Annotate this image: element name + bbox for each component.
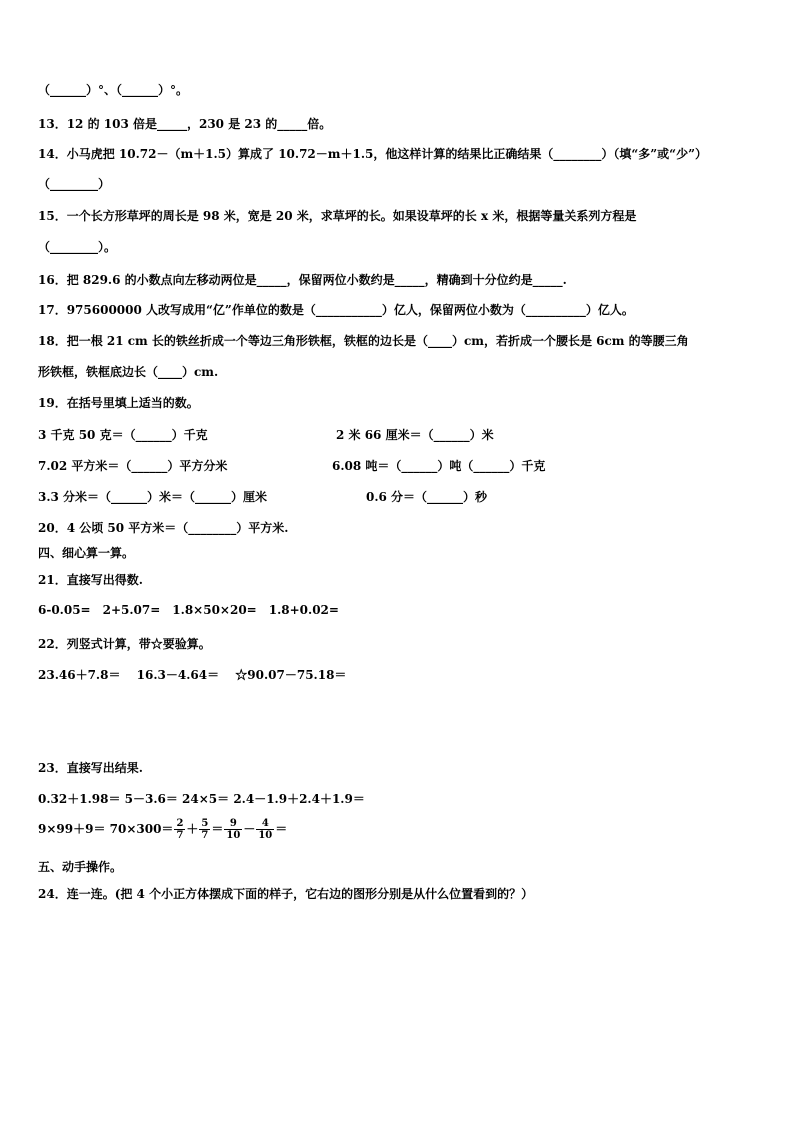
question-18-line2: 形铁框，铁框底边长（____）cm. [38,365,219,379]
question-17: 17．975600000 人改写成用“亿”作单位的数是（___________）亿人，保留两位小数为（__________）亿人。 [38,303,634,317]
equals-sign: ＝ [211,822,224,836]
question-19: 19．在括号里填上适当的数。 [38,396,199,410]
question-18-line1: 18．把一根 21 cm 长的铁丝折成一个等边三角形铁框，铁框的边长是（____）cm，若折成一个腰长是 6cm 的等腰三角 [38,334,689,348]
question-16: 16．把 829.6 的小数点向左移动两位是_____，保留两位小数约是_____，精确到十分位约是_____. [38,273,567,287]
fraction-9-10: $\frac{9}{10}$ [226,818,241,841]
q21-expressions: 6-0.05= 2+5.07= 1.8×50×20= 1.8+0.02= [38,603,339,617]
q19-row2-right: 6.08 吨＝（______）吨（______）千克 [332,459,546,473]
question-14-line2: （________） [38,177,111,191]
question-14-line1: 14．小马虎把 10.72－（m＋1.5）算成了 10.72－m＋1.5，他这样计算的结果比正确结果（________）（填“多”或“少”） [38,147,707,161]
fraction-2-7: $\frac{2}{7}$ [176,818,184,841]
question-15-line2: （________）。 [38,240,117,254]
question-13: 13．12 的 103 倍是_____，230 是 23 的_____倍。 [38,117,332,131]
minus-sign: － [243,822,256,836]
fraction-4-10: $\frac{4}{10}$ [258,818,273,841]
q19-row1-left: 3 千克 50 克＝（______）千克 [38,428,208,442]
section-4-heading: 四、细心算一算。 [38,546,135,560]
question-24: 24．连一连。(把 4 个小正方体摆成下面的样子，它右边的图形分别是从什么位置看到的？） [38,887,534,901]
question-22: 22．列竖式计算，带☆要验算。 [38,637,211,651]
equals-sign-2: ＝ [275,822,288,836]
q19-row3-right: 0.6 分＝（______）秒 [366,490,488,504]
q23-expr-text: 9×99＋9＝ 70×300＝ [38,822,174,836]
fraction-5-7: $\frac{5}{7}$ [201,818,209,841]
q19-row2-left: 7.02 平方米＝（______）平方分米 [38,459,228,473]
q12-continuation: （______）°、（______）°。 [38,83,189,97]
q22-expressions: 23.46＋7.8＝ 16.3－4.64＝ ☆90.07－75.18＝ [38,668,347,682]
question-21: 21．直接写出得数. [38,573,143,587]
q23-expressions-line1: 0.32＋1.98＝ 5－3.6＝ 24×5＝ 2.4－1.9＋2.4＋1.9＝ [38,792,365,806]
question-20: 20．4 公顷 50 平方米＝（________）平方米. [38,521,289,535]
q23-expressions-line2 [38,818,287,841]
section-5-heading: 五、动手操作。 [38,860,123,874]
q19-row1-right: 2 米 66 厘米＝（______）米 [336,428,494,442]
plus-sign: ＋ [186,822,199,836]
question-23: 23．直接写出结果. [38,761,143,775]
q19-row3-left: 3.3 分米＝（______）米＝（______）厘米 [38,490,268,504]
question-15-line1: 15．一个长方形草坪的周长是 98 米，宽是 20 米，求草坪的长。如果设草坪的长 x 米，根据等量关系列方程是 [38,209,637,223]
